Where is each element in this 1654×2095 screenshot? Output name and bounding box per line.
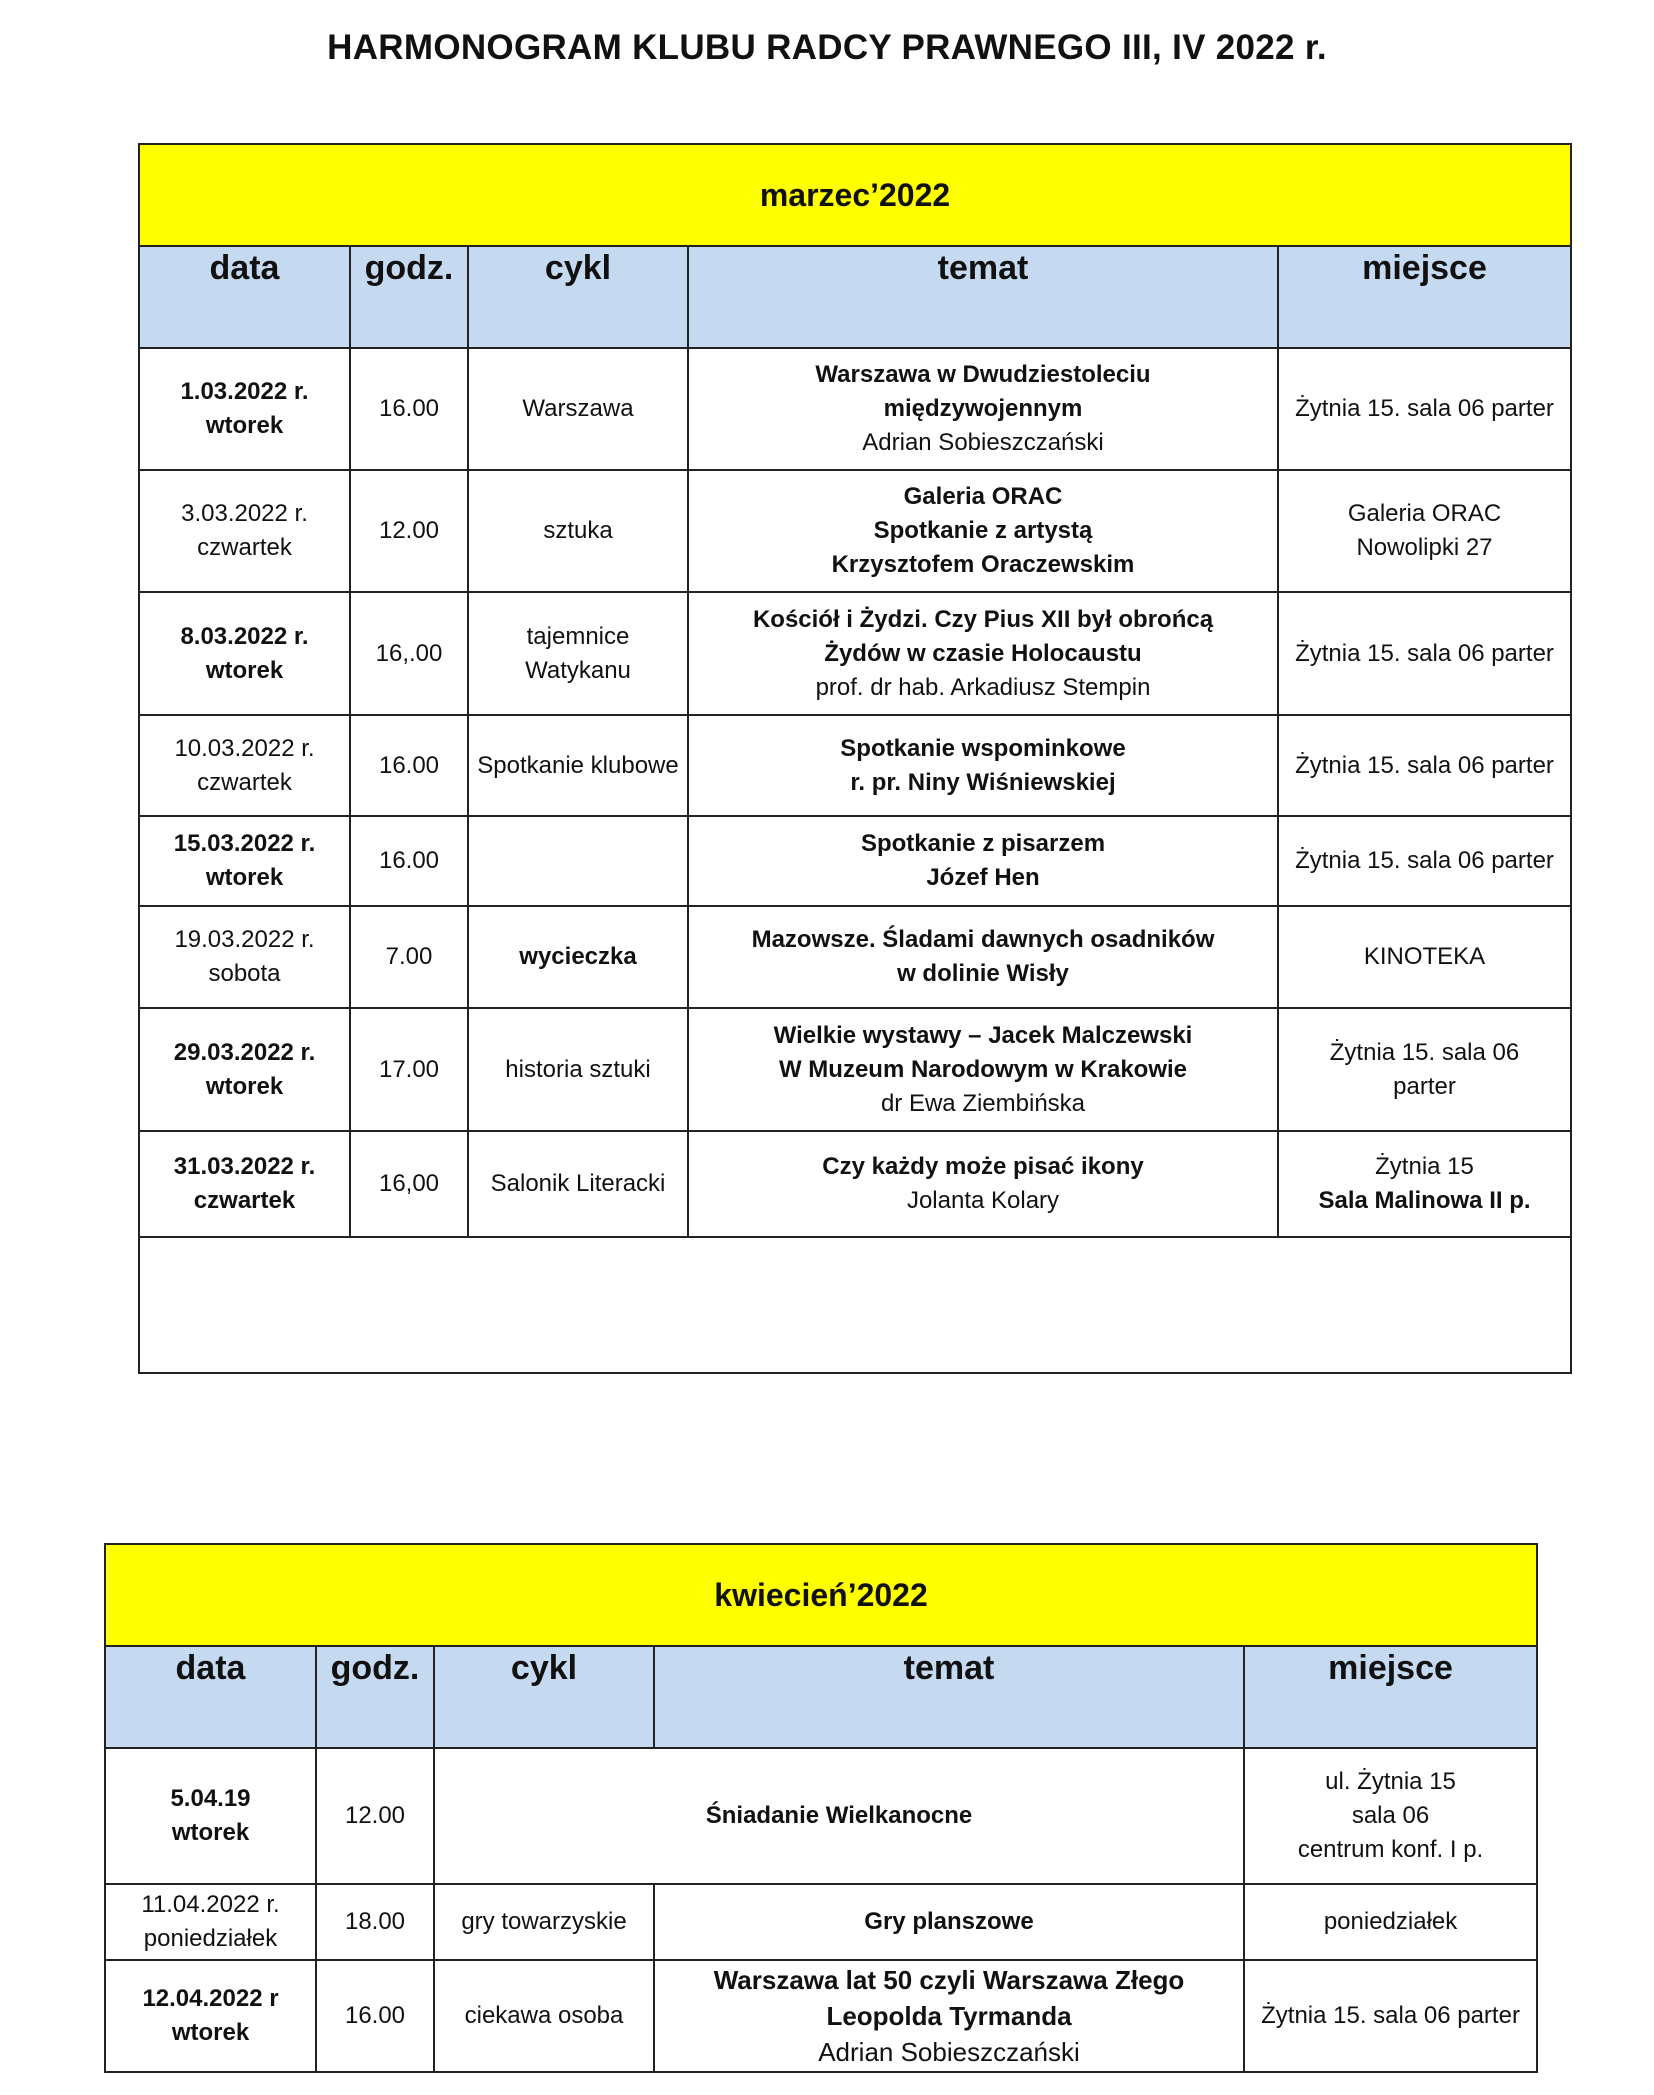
time-cell: 12.00 [350, 470, 468, 592]
topic-line: Leopolda Tyrmanda [826, 2001, 1072, 2031]
speaker-text: Adrian Sobieszczański [818, 2037, 1080, 2067]
place-line: Nowolipki 27 [1356, 534, 1493, 561]
column-header-topic: temat [688, 246, 1278, 348]
cycle-cell: sztuka [468, 470, 688, 592]
table-row [105, 1748, 1537, 1884]
place-cell: Żytnia 15. sala 06 parter [1244, 1960, 1537, 2072]
date-text: 11.04.2022 r. [141, 1891, 280, 1918]
weekday-text: czwartek [197, 768, 292, 796]
weekday-text: wtorek [205, 864, 284, 891]
place-line: Sala Malinowa II p. [1318, 1187, 1531, 1214]
place-line: parter [1393, 1072, 1456, 1100]
month-header-april: kwiecień’2022 [105, 1544, 1537, 1646]
speaker-text: dr Ewa Ziembińska [880, 1089, 1086, 1117]
date-cell [139, 1008, 350, 1131]
column-header-place: miejsce [1278, 246, 1571, 348]
date-cell [105, 1748, 316, 1884]
topic-line: Kościół i Żydzi. Czy Pius XII był obrońcą [752, 605, 1214, 633]
topic-cell: Śniadanie Wielkanocne [434, 1748, 1244, 1884]
topic-cell [688, 715, 1278, 816]
time-cell: 16.00 [350, 816, 468, 906]
weekday-text: poniedziałek [143, 1925, 278, 1952]
topic-line: Czy każdy może pisać ikony [822, 1153, 1144, 1180]
place-line: Żytnia 15 [1375, 1153, 1474, 1180]
place-line: ul. Żytnia 15 [1325, 1768, 1456, 1795]
column-header-topic: temat [654, 1646, 1244, 1748]
document-title: HARMONOGRAM KLUBU RADCY PRAWNEGO III, IV 2022 r. [327, 28, 1327, 67]
cycle-cell: Warszawa [468, 348, 688, 470]
place-cell [1278, 1008, 1571, 1131]
place-line: Galeria ORAC [1347, 500, 1502, 527]
topic-line: Józef Hen [926, 864, 1040, 891]
time-cell: 12.00 [316, 1748, 434, 1884]
time-cell: 7.00 [350, 906, 468, 1008]
weekday-text: wtorek [205, 412, 284, 439]
time-cell: 16.00 [350, 715, 468, 816]
month-header-march: marzec’2022 [139, 144, 1571, 246]
topic-cell [688, 470, 1278, 592]
place-cell: Żytnia 15. sala 06 parter [1278, 816, 1571, 906]
cycle-cell: tajemnice Watykanu [468, 592, 688, 715]
topic-cell [688, 592, 1278, 715]
date-cell [139, 592, 350, 715]
place-cell [1278, 1131, 1571, 1237]
cycle-cell: gry towarzyskie [434, 1884, 654, 1960]
date-text: 1.03.2022 r. [180, 378, 309, 405]
date-text: 29.03.2022 r. [173, 1038, 316, 1066]
table-row [139, 1131, 1571, 1237]
empty-row [139, 1237, 1571, 1373]
table-row [139, 715, 1571, 816]
place-cell: Żytnia 15. sala 06 parter [1278, 348, 1571, 470]
cycle-cell: Salonik Literacki [468, 1131, 688, 1237]
cycle-cell: ciekawa osoba [434, 1960, 654, 2072]
column-header-date: data [139, 246, 350, 348]
cycle-cell: wycieczka [468, 906, 688, 1008]
cycle-cell [468, 816, 688, 906]
date-text: 19.03.2022 r. [174, 926, 315, 953]
date-text: 3.03.2022 r. [181, 500, 308, 527]
column-header-time: godz. [350, 246, 468, 348]
topic-cell: Gry planszowe [654, 1884, 1244, 1960]
topic-cell [688, 1131, 1278, 1237]
topic-line: Galeria ORAC [903, 483, 1063, 510]
time-cell: 16,.00 [350, 592, 468, 715]
speaker-text: Adrian Sobieszczański [862, 429, 1104, 456]
topic-cell [688, 906, 1278, 1008]
date-text: 12.04.2022 r [142, 1985, 279, 2012]
place-cell: KINOTEKA [1278, 906, 1571, 1008]
topic-line: międzywojennym [883, 395, 1083, 422]
column-header-date: data [105, 1646, 316, 1748]
speaker-text: Jolanta Kolary [906, 1187, 1060, 1214]
topic-line: Spotkanie z artystą [873, 517, 1093, 544]
table-row [139, 906, 1571, 1008]
weekday-text: wtorek [171, 2019, 250, 2046]
topic-line: Żydów w czasie Holocaustu [824, 639, 1142, 667]
table-row [105, 1960, 1537, 2072]
date-cell [105, 1884, 316, 1960]
weekday-text: czwartek [197, 534, 292, 561]
topic-line: Warszawa w Dwudziestoleciu [815, 361, 1151, 388]
topic-cell [688, 1008, 1278, 1131]
topic-line: r. pr. Niny Wiśniewskiej [850, 768, 1116, 796]
date-text: 31.03.2022 r. [173, 1153, 316, 1180]
topic-line: Spotkanie z pisarzem [860, 830, 1106, 857]
march-schedule-table [138, 143, 1572, 1374]
topic-cell [654, 1960, 1244, 2072]
date-cell [139, 816, 350, 906]
time-cell: 17.00 [350, 1008, 468, 1131]
table-row [139, 348, 1571, 470]
place-cell [1244, 1748, 1537, 1884]
date-cell [139, 348, 350, 470]
column-header-place: miejsce [1244, 1646, 1537, 1748]
place-cell: poniedziałek [1244, 1884, 1537, 1960]
date-text: 8.03.2022 r. [180, 622, 309, 650]
weekday-text: czwartek [193, 1187, 296, 1214]
cycle-cell: Spotkanie klubowe [468, 715, 688, 816]
date-text: 5.04.19 [170, 1785, 251, 1812]
topic-line: Spotkanie wspominkowe [840, 734, 1126, 762]
column-header-cycle: cykl [468, 246, 688, 348]
speaker-text: prof. dr hab. Arkadiusz Stempin [815, 673, 1151, 701]
place-line: Żytnia 15. sala 06 [1329, 1038, 1520, 1066]
column-header-time: godz. [316, 1646, 434, 1748]
table-row [139, 470, 1571, 592]
topic-cell [688, 816, 1278, 906]
topic-line: Warszawa lat 50 czyli Warszawa Złego [713, 1965, 1185, 1995]
date-text: 15.03.2022 r. [173, 830, 316, 857]
table-row [139, 1008, 1571, 1131]
weekday-text: wtorek [205, 656, 284, 684]
place-cell: Żytnia 15. sala 06 parter [1278, 715, 1571, 816]
topic-line: Wielkie wystawy – Jacek Malczewski [773, 1021, 1193, 1049]
april-schedule-table [104, 1543, 1538, 2073]
topic-line: Krzysztofem Oraczewskim [831, 551, 1135, 578]
date-text: 10.03.2022 r. [174, 734, 315, 762]
date-cell [105, 1960, 316, 2072]
topic-cell [688, 348, 1278, 470]
empty-cell [139, 1237, 1571, 1373]
topic-line: w dolinie Wisły [897, 960, 1069, 987]
time-cell: 16.00 [316, 1960, 434, 2072]
time-cell: 18.00 [316, 1884, 434, 1960]
place-cell: Żytnia 15. sala 06 parter [1278, 592, 1571, 715]
weekday-text: wtorek [205, 1072, 284, 1100]
topic-line: W Muzeum Narodowym w Krakowie [778, 1055, 1188, 1083]
date-cell [139, 470, 350, 592]
date-cell [139, 906, 350, 1008]
date-cell [139, 715, 350, 816]
topic-line: Mazowsze. Śladami dawnych osadników [751, 926, 1215, 953]
table-row [139, 592, 1571, 715]
table-row [105, 1884, 1537, 1960]
place-cell [1278, 470, 1571, 592]
weekday-text: wtorek [171, 1819, 250, 1846]
table-row [139, 816, 1571, 906]
column-header-cycle: cykl [434, 1646, 654, 1748]
place-line: centrum konf. I p. [1297, 1836, 1484, 1863]
weekday-text: sobota [208, 960, 281, 987]
cycle-cell: historia sztuki [468, 1008, 688, 1131]
time-cell: 16.00 [350, 348, 468, 470]
date-cell [139, 1131, 350, 1237]
place-line: sala 06 [1351, 1802, 1430, 1829]
time-cell: 16,00 [350, 1131, 468, 1237]
